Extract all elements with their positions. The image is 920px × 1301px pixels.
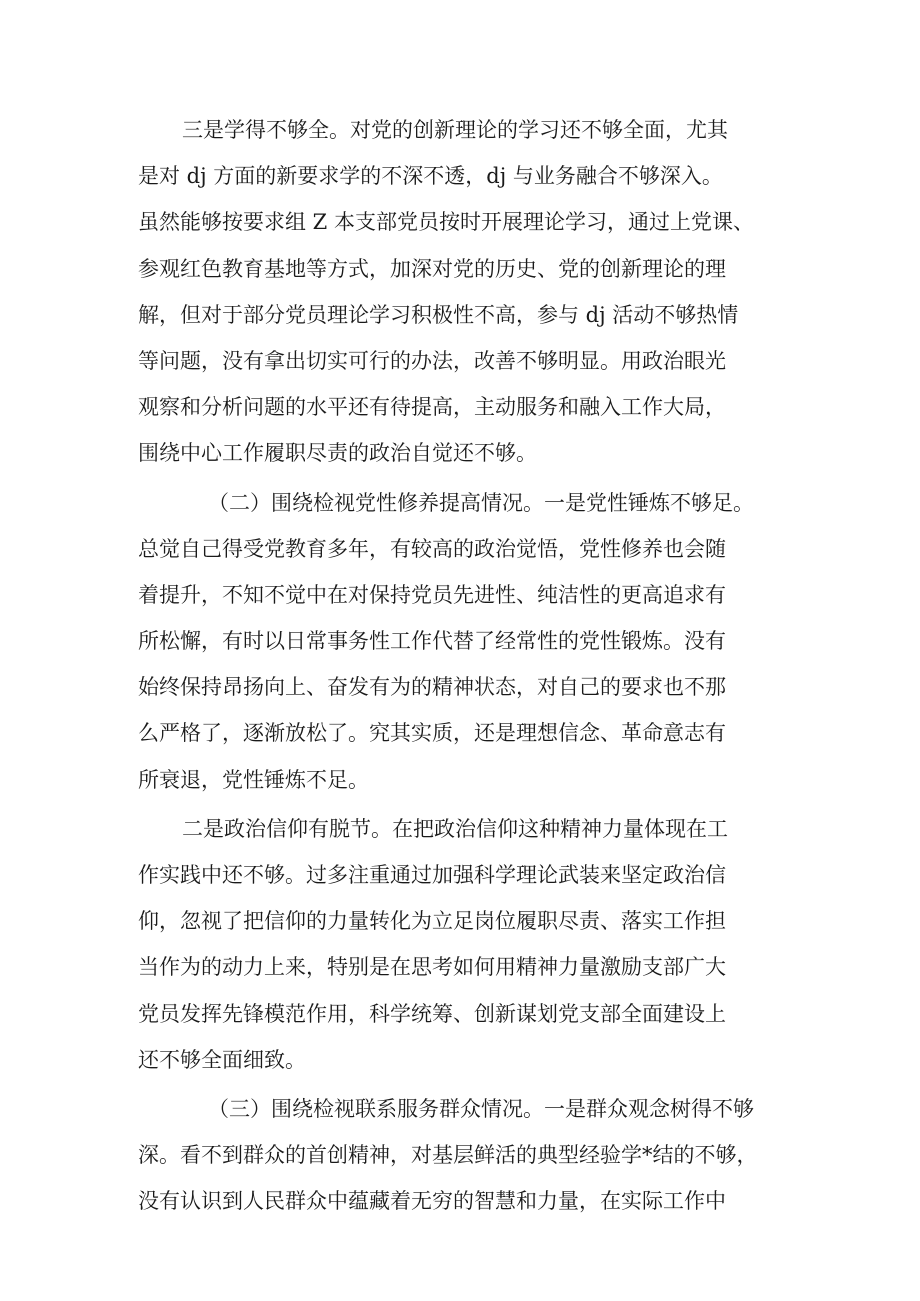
document-body (138, 107, 798, 1225)
text-line: （二）围绕检视党性修养提高情况。一是党性锤炼不够足。 (208, 490, 754, 515)
paragraph-political-belief (138, 806, 798, 1083)
text-line: 没有认识到人民群众中蕴藏着无穷的智慧和力量，在实际工作中 (138, 1189, 726, 1214)
text-line: 观察和分析问题的水平还有待提高，主动服务和融入工作大局， (138, 395, 726, 420)
paragraph-party-spirit (138, 480, 798, 803)
text-line: 二是政治信仰有脱节。在把政治信仰这种精神力量体现在工 (182, 816, 728, 841)
text-line: 是对 dj 方面的新要求学的不深不透，dj 与业务融合不够深入。 (138, 164, 723, 189)
text-line: 所衰退，党性锤炼不足。 (138, 767, 369, 792)
text-line: 解，但对于部分党员理论学习积极性不高，参与 dj 活动不够热情 (138, 302, 739, 327)
text-line: 作实践中还不够。过多注重通过加强科学理论武装来坚定政治信 (138, 863, 726, 887)
text-line: 着提升，不知不觉中在对保持党员先进性、纯洁性的更高追求有 (138, 582, 726, 607)
paragraph-study-insufficient (138, 107, 798, 477)
text-line: 党员发挥先锋模范作用，科学统筹、创新谋划党支部全面建设上 (138, 1001, 726, 1026)
text-line: 总觉自己得受党教育多年，有较高的政治觉悟，党性修养也会随 (138, 536, 726, 561)
paragraph-serving-masses (138, 1086, 798, 1225)
text-line: 等问题，没有拿出切实可行的办法，改善不够明显。用政治眼光 (138, 348, 726, 373)
text-line: 围绕中心工作履职尽责的政治自觉还不够。 (138, 441, 537, 466)
text-line: 当作为的动力上来，特别是在思考如何用精神力量激励支部广大 (138, 955, 726, 980)
text-line: 还不够全面细致。 (138, 1047, 306, 1072)
text-line: 虽然能够按要求组 Z 本支部党员按时开展理论学习，通过上党课、 (138, 210, 754, 235)
text-line: 所松懈，有时以日常事务性工作代替了经常性的党性锻炼。没有 (138, 629, 726, 654)
text-line: 参观红色教育基地等方式，加深对党的历史、党的创新理论的理 (138, 256, 726, 281)
text-line: 深。看不到群众的首创精神，对基层鲜活的典型经验学*结的不够， (138, 1143, 758, 1168)
text-line: （三）围绕检视联系服务群众情况。一是群众观念树得不够 (208, 1096, 754, 1121)
text-line: 始终保持昂扬向上、奋发有为的精神状态，对自己的要求也不那 (138, 675, 726, 700)
text-line: 仰，忽视了把信仰的力量转化为立足岗位履职尽责、落实工作担 (138, 909, 726, 934)
text-line: 三是学得不够全。对党的创新理论的学习还不够全面，尤其 (182, 118, 728, 142)
text-line: 么严格了，逐渐放松了。究其实质，还是理想信念、革命意志有 (138, 721, 726, 746)
